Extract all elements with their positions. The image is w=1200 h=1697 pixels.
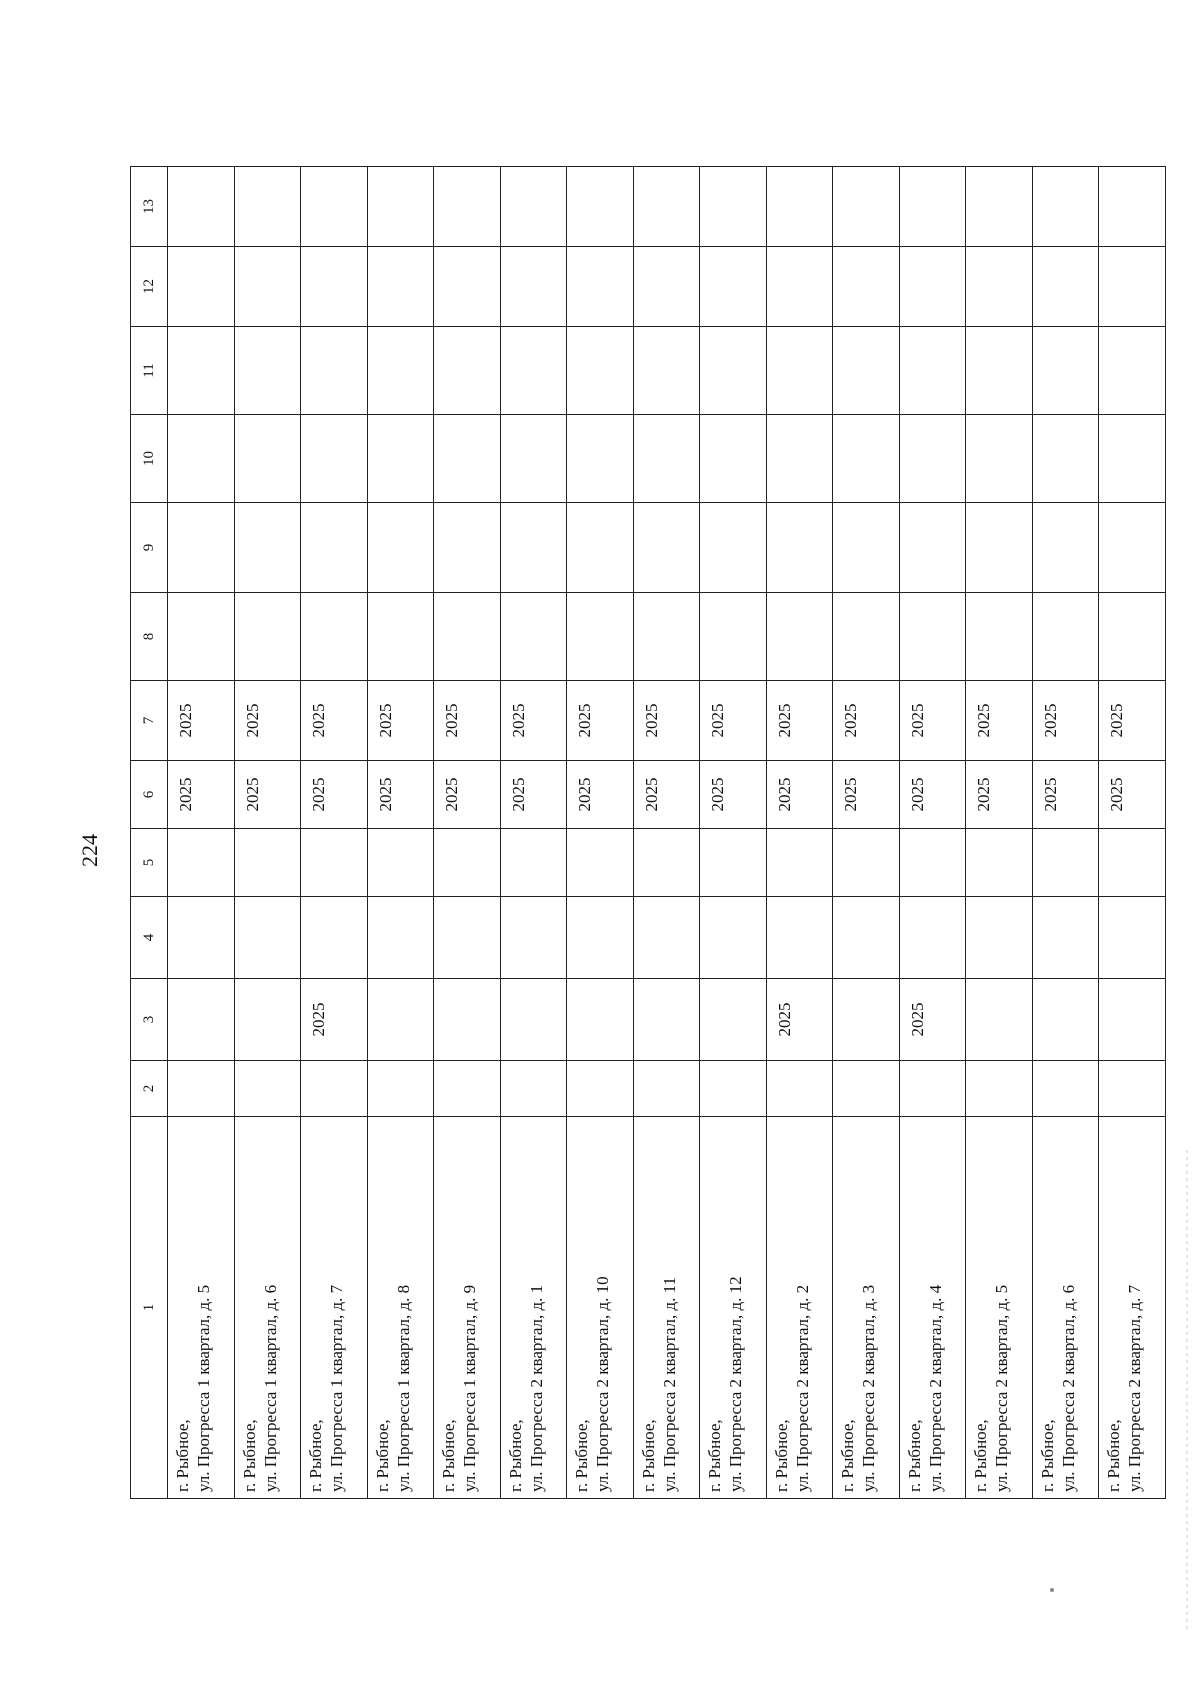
- year-cell-c8: [367, 593, 434, 681]
- year-cell-c10: [766, 415, 833, 503]
- year-cell-c11: [367, 327, 434, 415]
- year-cell-c11: [301, 327, 368, 415]
- table-row: [899, 167, 966, 1499]
- year-cell-c12: [766, 247, 833, 327]
- column-number-row: [131, 167, 168, 1499]
- address-cell: [301, 1117, 368, 1499]
- year-cell-c9: [833, 503, 900, 593]
- year-cell-c9: [966, 503, 1033, 593]
- address-street: ул. Прогресса 2 квартал, д. 12: [726, 1276, 746, 1492]
- year-cell-c7: 2025: [633, 681, 700, 761]
- year-cell-c5: [899, 829, 966, 897]
- year-cell-c7: 2025: [367, 681, 434, 761]
- year-cell-c6: 2025: [1099, 761, 1166, 829]
- year-cell-c2: [168, 1061, 235, 1117]
- address-cell: [700, 1117, 767, 1499]
- year-cell-c13: [899, 167, 966, 247]
- address-street: ул. Прогресса 2 квартал, д. 1: [526, 1284, 546, 1492]
- year-cell-c5: [700, 829, 767, 897]
- year-cell-c7: 2025: [899, 681, 966, 761]
- year-cell-c11: [434, 327, 501, 415]
- year-cell-c2: [899, 1061, 966, 1117]
- scan-edge: [1186, 1150, 1188, 1630]
- year-cell-c6: 2025: [833, 761, 900, 829]
- year-cell-c6: 2025: [500, 761, 567, 829]
- year-cell-c3: [434, 979, 501, 1061]
- table-row: [301, 167, 368, 1499]
- year-cell-c5: [567, 829, 634, 897]
- address-street: ул. Прогресса 2 квартал, д. 11: [659, 1276, 679, 1492]
- column-number: 7: [131, 681, 168, 761]
- year-cell-c13: [1032, 167, 1099, 247]
- year-cell-c12: [966, 247, 1033, 327]
- year-cell-c11: [234, 327, 301, 415]
- year-cell-c13: [766, 167, 833, 247]
- year-cell-c4: [700, 897, 767, 979]
- year-cell-c3: 2025: [899, 979, 966, 1061]
- register-table: [130, 166, 1166, 1499]
- address-cell: [1032, 1117, 1099, 1499]
- column-number: 2: [131, 1061, 168, 1117]
- table-row: [234, 167, 301, 1499]
- year-cell-c7: 2025: [434, 681, 501, 761]
- year-cell-c3: [168, 979, 235, 1061]
- address-street: ул. Прогресса 2 квартал, д. 3: [859, 1284, 879, 1492]
- address-city: г. Рыбное,: [771, 1419, 791, 1492]
- year-cell-c2: [367, 1061, 434, 1117]
- address-street: ул. Прогресса 1 квартал, д. 5: [194, 1284, 214, 1492]
- address-cell: [168, 1117, 235, 1499]
- year-cell-c8: [966, 593, 1033, 681]
- year-cell-c7: 2025: [766, 681, 833, 761]
- address-cell: [1099, 1117, 1166, 1499]
- year-cell-c11: [700, 327, 767, 415]
- address-cell: [966, 1117, 1033, 1499]
- year-cell-c3: [367, 979, 434, 1061]
- year-cell-c8: [833, 593, 900, 681]
- year-cell-c2: [1099, 1061, 1166, 1117]
- year-cell-c12: [633, 247, 700, 327]
- year-cell-c4: [567, 897, 634, 979]
- year-cell-c2: [966, 1061, 1033, 1117]
- year-cell-c11: [500, 327, 567, 415]
- year-cell-c8: [899, 593, 966, 681]
- page-number: 224: [77, 834, 102, 867]
- year-cell-c2: [766, 1061, 833, 1117]
- table-row: [766, 167, 833, 1499]
- address-street: ул. Прогресса 2 квартал, д. 6: [1058, 1284, 1078, 1492]
- address-street: ул. Прогресса 1 квартал, д. 9: [460, 1284, 480, 1492]
- year-cell-c13: [301, 167, 368, 247]
- address-street: ул. Прогресса 1 квартал, д. 8: [393, 1284, 413, 1492]
- address-city: г. Рыбное,: [505, 1419, 525, 1492]
- year-cell-c2: [500, 1061, 567, 1117]
- year-cell-c11: [899, 327, 966, 415]
- year-cell-c7: 2025: [1032, 681, 1099, 761]
- address-street: ул. Прогресса 2 квартал, д. 2: [792, 1284, 812, 1492]
- year-cell-c2: [700, 1061, 767, 1117]
- year-cell-c5: [168, 829, 235, 897]
- year-cell-c6: 2025: [1032, 761, 1099, 829]
- column-number: 10: [131, 415, 168, 503]
- year-cell-c6: 2025: [766, 761, 833, 829]
- year-cell-c8: [633, 593, 700, 681]
- year-cell-c3: [1032, 979, 1099, 1061]
- year-cell-c4: [899, 897, 966, 979]
- year-cell-c8: [766, 593, 833, 681]
- table-row: [168, 167, 235, 1499]
- address-city: г. Рыбное,: [1104, 1419, 1123, 1492]
- year-cell-c13: [168, 167, 235, 247]
- year-cell-c6: 2025: [234, 761, 301, 829]
- year-cell-c8: [500, 593, 567, 681]
- year-cell-c13: [500, 167, 567, 247]
- year-cell-c10: [1099, 415, 1166, 503]
- table-row: [700, 167, 767, 1499]
- year-cell-c12: [168, 247, 235, 327]
- year-cell-c9: [234, 503, 301, 593]
- address-city: г. Рыбное,: [904, 1419, 924, 1492]
- year-cell-c12: [899, 247, 966, 327]
- year-cell-c2: [567, 1061, 634, 1117]
- scan-speck: [1050, 1588, 1054, 1592]
- year-cell-c6: 2025: [567, 761, 634, 829]
- address-cell: [633, 1117, 700, 1499]
- year-cell-c13: [700, 167, 767, 247]
- year-cell-c8: [700, 593, 767, 681]
- year-cell-c10: [899, 415, 966, 503]
- year-cell-c12: [700, 247, 767, 327]
- year-cell-c9: [1032, 503, 1099, 593]
- table-row: [633, 167, 700, 1499]
- year-cell-c3: [567, 979, 634, 1061]
- year-cell-c6: 2025: [367, 761, 434, 829]
- year-cell-c12: [234, 247, 301, 327]
- year-cell-c7: 2025: [500, 681, 567, 761]
- year-cell-c10: [500, 415, 567, 503]
- year-cell-c7: 2025: [567, 681, 634, 761]
- address-city: г. Рыбное,: [572, 1419, 591, 1492]
- year-cell-c3: [633, 979, 700, 1061]
- year-cell-c2: [1032, 1061, 1099, 1117]
- year-cell-c10: [567, 415, 634, 503]
- column-number: 4: [131, 897, 168, 979]
- year-cell-c11: [168, 327, 235, 415]
- year-cell-c2: [833, 1061, 900, 1117]
- year-cell-c5: [1032, 829, 1099, 897]
- address-street: ул. Прогресса 2 квартал, д. 10: [593, 1276, 613, 1492]
- year-cell-c13: [966, 167, 1033, 247]
- column-number: 13: [131, 167, 168, 247]
- year-cell-c2: [234, 1061, 301, 1117]
- year-cell-c9: [766, 503, 833, 593]
- year-cell-c3: [1099, 979, 1166, 1061]
- year-cell-c4: [500, 897, 567, 979]
- year-cell-c12: [833, 247, 900, 327]
- year-cell-c10: [700, 415, 767, 503]
- column-number: 6: [131, 761, 168, 829]
- table-row: [367, 167, 434, 1499]
- table-row: [567, 167, 634, 1499]
- year-cell-c10: [1032, 415, 1099, 503]
- year-cell-c7: 2025: [1099, 681, 1166, 761]
- column-number: 1: [131, 1117, 168, 1499]
- year-cell-c5: [434, 829, 501, 897]
- year-cell-c11: [633, 327, 700, 415]
- year-cell-c9: [168, 503, 235, 593]
- year-cell-c13: [567, 167, 634, 247]
- year-cell-c6: 2025: [168, 761, 235, 829]
- address-street: ул. Прогресса 2 квартал, д. 4: [925, 1284, 945, 1492]
- year-cell-c4: [301, 897, 368, 979]
- year-cell-c11: [766, 327, 833, 415]
- table-row: [966, 167, 1033, 1499]
- year-cell-c8: [1099, 593, 1166, 681]
- address-cell: [434, 1117, 501, 1499]
- year-cell-c11: [1032, 327, 1099, 415]
- year-cell-c5: [1099, 829, 1166, 897]
- year-cell-c10: [168, 415, 235, 503]
- column-number: 11: [131, 327, 168, 415]
- year-cell-c12: [500, 247, 567, 327]
- year-cell-c13: [234, 167, 301, 247]
- year-cell-c7: 2025: [234, 681, 301, 761]
- year-cell-c10: [833, 415, 900, 503]
- table-row: [434, 167, 501, 1499]
- year-cell-c3: [234, 979, 301, 1061]
- year-cell-c3: 2025: [301, 979, 368, 1061]
- year-cell-c10: [301, 415, 368, 503]
- address-cell: [500, 1117, 567, 1499]
- address-city: г. Рыбное,: [705, 1419, 724, 1492]
- year-cell-c9: [633, 503, 700, 593]
- year-cell-c12: [567, 247, 634, 327]
- column-number: 8: [131, 593, 168, 681]
- year-cell-c10: [966, 415, 1033, 503]
- address-cell: [234, 1117, 301, 1499]
- year-cell-c12: [1099, 247, 1166, 327]
- year-cell-c7: 2025: [168, 681, 235, 761]
- year-cell-c13: [1099, 167, 1166, 247]
- year-cell-c13: [434, 167, 501, 247]
- year-cell-c5: [966, 829, 1033, 897]
- address-city: г. Рыбное,: [971, 1419, 990, 1492]
- year-cell-c8: [168, 593, 235, 681]
- address-city: г. Рыбное,: [838, 1419, 857, 1492]
- table-row: [833, 167, 900, 1499]
- year-cell-c4: [833, 897, 900, 979]
- table-row: [1032, 167, 1099, 1499]
- year-cell-c6: 2025: [633, 761, 700, 829]
- year-cell-c4: [234, 897, 301, 979]
- address-city: г. Рыбное,: [638, 1419, 658, 1492]
- year-cell-c6: 2025: [899, 761, 966, 829]
- year-cell-c8: [567, 593, 634, 681]
- year-cell-c7: 2025: [301, 681, 368, 761]
- year-cell-c9: [500, 503, 567, 593]
- year-cell-c6: 2025: [700, 761, 767, 829]
- table-row: [500, 167, 567, 1499]
- year-cell-c4: [1099, 897, 1166, 979]
- year-cell-c2: [633, 1061, 700, 1117]
- year-cell-c4: [766, 897, 833, 979]
- year-cell-c4: [434, 897, 501, 979]
- year-cell-c9: [367, 503, 434, 593]
- year-cell-c3: 2025: [766, 979, 833, 1061]
- year-cell-c9: [301, 503, 368, 593]
- year-cell-c9: [899, 503, 966, 593]
- year-cell-c5: [766, 829, 833, 897]
- year-cell-c7: 2025: [833, 681, 900, 761]
- year-cell-c4: [367, 897, 434, 979]
- year-cell-c5: [234, 829, 301, 897]
- year-cell-c9: [567, 503, 634, 593]
- year-cell-c8: [301, 593, 368, 681]
- year-cell-c12: [434, 247, 501, 327]
- year-cell-c3: [700, 979, 767, 1061]
- address-street: ул. Прогресса 2 квартал, д. 7: [1125, 1284, 1145, 1492]
- year-cell-c11: [1099, 327, 1166, 415]
- year-cell-c6: 2025: [301, 761, 368, 829]
- address-city: г. Рыбное,: [372, 1419, 392, 1492]
- year-cell-c2: [434, 1061, 501, 1117]
- year-cell-c9: [1099, 503, 1166, 593]
- year-cell-c8: [234, 593, 301, 681]
- column-number: 9: [131, 503, 168, 593]
- year-cell-c4: [633, 897, 700, 979]
- year-cell-c10: [234, 415, 301, 503]
- year-cell-c12: [1032, 247, 1099, 327]
- year-cell-c12: [301, 247, 368, 327]
- year-cell-c4: [1032, 897, 1099, 979]
- address-street: ул. Прогресса 1 квартал, д. 6: [260, 1284, 280, 1492]
- address-street: ул. Прогресса 2 квартал, д. 5: [992, 1284, 1012, 1492]
- year-cell-c13: [633, 167, 700, 247]
- year-cell-c10: [633, 415, 700, 503]
- year-cell-c10: [367, 415, 434, 503]
- year-cell-c7: 2025: [966, 681, 1033, 761]
- year-cell-c4: [168, 897, 235, 979]
- year-cell-c3: [966, 979, 1033, 1061]
- year-cell-c13: [367, 167, 434, 247]
- year-cell-c11: [833, 327, 900, 415]
- year-cell-c11: [567, 327, 634, 415]
- year-cell-c6: 2025: [966, 761, 1033, 829]
- year-cell-c3: [833, 979, 900, 1061]
- year-cell-c3: [500, 979, 567, 1061]
- address-cell: [766, 1117, 833, 1499]
- year-cell-c2: [301, 1061, 368, 1117]
- year-cell-c5: [833, 829, 900, 897]
- year-cell-c13: [833, 167, 900, 247]
- address-cell: [833, 1117, 900, 1499]
- year-cell-c5: [633, 829, 700, 897]
- year-cell-c12: [367, 247, 434, 327]
- address-street: ул. Прогресса 1 квартал, д. 7: [327, 1284, 347, 1492]
- year-cell-c10: [434, 415, 501, 503]
- column-number: 12: [131, 247, 168, 327]
- address-city: г. Рыбное,: [306, 1419, 325, 1492]
- year-cell-c7: 2025: [700, 681, 767, 761]
- table-body: [168, 167, 1166, 1499]
- address-city: г. Рыбное,: [439, 1419, 458, 1492]
- year-cell-c6: 2025: [434, 761, 501, 829]
- year-cell-c9: [700, 503, 767, 593]
- year-cell-c8: [434, 593, 501, 681]
- address-city: г. Рыбное,: [1037, 1419, 1057, 1492]
- address-city: г. Рыбное,: [239, 1419, 259, 1492]
- year-cell-c8: [1032, 593, 1099, 681]
- column-number: 5: [131, 829, 168, 897]
- year-cell-c5: [500, 829, 567, 897]
- address-city: г. Рыбное,: [173, 1419, 192, 1492]
- column-number: 3: [131, 979, 168, 1061]
- table-row: [1099, 167, 1166, 1499]
- year-cell-c5: [367, 829, 434, 897]
- address-cell: [567, 1117, 634, 1499]
- address-cell: [899, 1117, 966, 1499]
- year-cell-c4: [966, 897, 1033, 979]
- year-cell-c11: [966, 327, 1033, 415]
- year-cell-c9: [434, 503, 501, 593]
- year-cell-c5: [301, 829, 368, 897]
- address-cell: [367, 1117, 434, 1499]
